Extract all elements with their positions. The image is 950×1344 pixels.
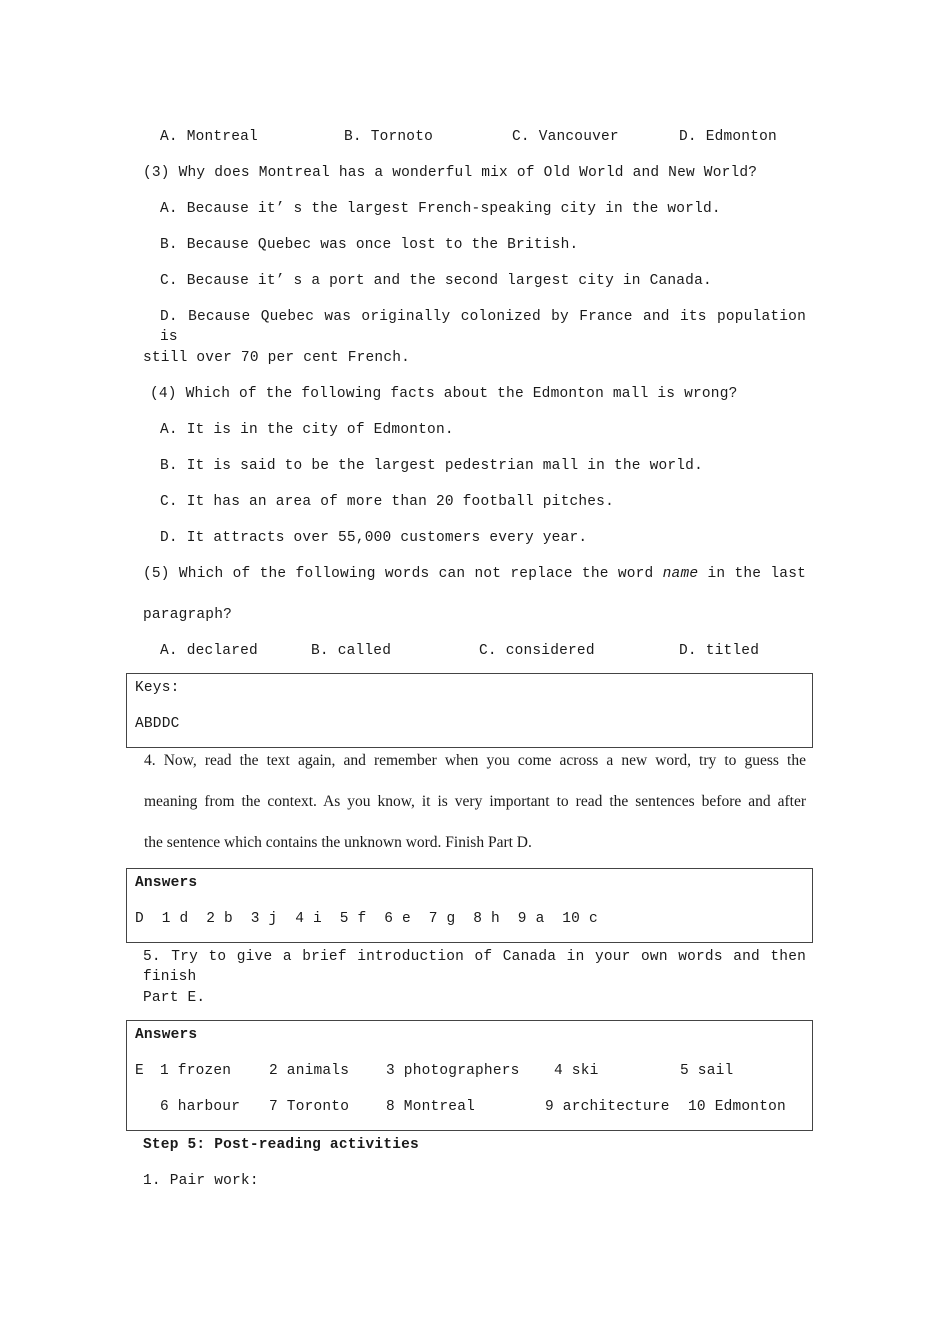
q5-option-d: D. titled — [679, 643, 760, 659]
keys-value: ABDDC — [135, 716, 180, 732]
step5-heading: Step 5: Post-reading activities — [143, 1137, 419, 1153]
q5-question-cont: paragraph? — [143, 607, 233, 623]
task4-line-2: meaning from the context. As you know, it is very important to read the sentences before and after — [144, 793, 806, 810]
answers-e-item-3: 3 photographers — [386, 1063, 520, 1079]
task5-line-1: 5. Try to give a brief introduction of Canada in your own words and then finish — [143, 949, 806, 985]
answers-e-title: Answers — [135, 1027, 198, 1043]
q4-option-c: C. It has an area of more than 20 football pitches. — [160, 494, 614, 510]
q5-options — [160, 641, 820, 661]
keys-box — [126, 673, 813, 748]
answers-d-box — [126, 868, 813, 943]
answers-e-item-4: 4 ski — [554, 1063, 599, 1079]
q3-option-b: B. Because Quebec was once lost to the British. — [160, 237, 579, 253]
answers-e-item-2: 2 animals — [269, 1063, 350, 1079]
step5-item-1: 1. Pair work: — [143, 1173, 259, 1189]
q3-option-c: C. Because it’ s a port and the second largest city in Canada. — [160, 273, 712, 289]
q4-option-b: B. It is said to be the largest pedestrian mall in the world. — [160, 458, 703, 474]
answers-e-item-10: 10 Edmonton — [688, 1099, 786, 1115]
answers-e-item-5: 5 sail — [680, 1063, 734, 1079]
q2-options — [160, 127, 820, 147]
task5-line-2: Part E. — [143, 990, 206, 1006]
answers-e-item-8: 8 Montreal — [386, 1099, 476, 1115]
answers-e-prefix: E — [135, 1063, 144, 1079]
q4-option-a: A. It is in the city of Edmonton. — [160, 422, 454, 438]
q2-option-a: A. Montreal — [160, 129, 258, 145]
q2-option-b: B. Tornoto — [344, 129, 434, 145]
q5-question-before: (5) Which of the following words can not replace the word — [143, 566, 654, 582]
answers-e-item-7: 7 Toronto — [269, 1099, 350, 1115]
q5-question-keyword: name — [662, 566, 699, 582]
q3-option-a: A. Because it’ s the largest French-speaking city in the world. — [160, 201, 721, 217]
answers-e-item-1: 1 frozen — [160, 1063, 232, 1079]
keys-title: Keys: — [135, 680, 180, 696]
q3-option-d: D. Because Quebec was originally colonized by France and its population is — [160, 309, 806, 345]
q4-question: (4) Which of the following facts about the Edmonton mall is wrong? — [150, 386, 738, 402]
q2-option-c: C. Vancouver — [512, 129, 619, 145]
q4-option-d: D. It attracts over 55,000 customers every year. — [160, 530, 588, 546]
answers-e-item-6: 6 harbour — [160, 1099, 241, 1115]
q5-option-b: B. called — [311, 643, 392, 659]
task4-line-3: the sentence which contains the unknown word. Finish Part D. — [144, 834, 532, 851]
q5-option-a: A. declared — [160, 643, 258, 659]
answers-d-value: D 1 d 2 b 3 j 4 i 5 f 6 e 7 g 8 h 9 a 10 c — [135, 911, 598, 927]
q5-question-after: in the last — [707, 566, 807, 582]
q3-question: (3) Why does Montreal has a wonderful mix of Old World and New World? — [143, 165, 758, 181]
answers-e-box — [126, 1020, 813, 1131]
answers-e-item-9: 9 architecture — [545, 1099, 670, 1115]
q5-question — [143, 564, 806, 584]
q5-option-c: C. considered — [479, 643, 595, 659]
q3-option-d-cont: still over 70 per cent French. — [143, 350, 411, 366]
answers-d-title: Answers — [135, 875, 198, 891]
task4-line-1: 4. Now, read the text again, and remember when you come across a new word, try to guess the — [144, 752, 806, 769]
q2-option-d: D. Edmonton — [679, 129, 777, 145]
